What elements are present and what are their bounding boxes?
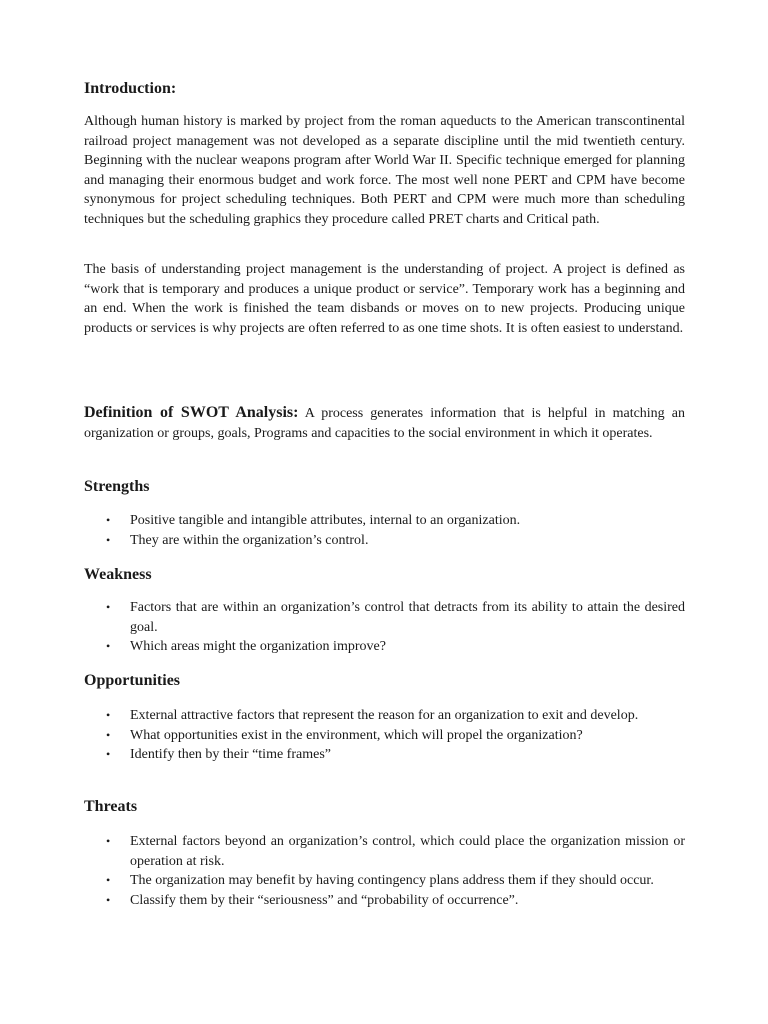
bullet-icon: •	[106, 600, 111, 614]
opportunities-list	[84, 706, 685, 765]
opportunities-heading: Opportunities	[84, 672, 181, 689]
list-item	[84, 637, 685, 657]
bullet-icon: •	[106, 873, 111, 887]
list-item-text: They are within the organization’s control.	[130, 532, 369, 548]
bullet-icon: •	[106, 834, 111, 848]
bullet-icon: •	[106, 532, 111, 547]
list-item-text: What opportunities exist in the environment, which will propel the organization?	[130, 727, 583, 743]
weakness-heading: Weakness	[84, 566, 152, 583]
list-item-text: External factors beyond an organization’s control, which could place the organization mission or operation at risk.	[130, 834, 685, 869]
threats-heading: Threats	[84, 798, 138, 815]
list-item-text: Classify them by their “seriousness” and “probability of occurrence”.	[130, 892, 519, 908]
bullet-icon: •	[106, 639, 111, 653]
list-item	[84, 726, 685, 746]
introduction-paragraph-2: The basis of understanding project management is the understanding of project. A project is defined as “work that is temporary and produces a unique product or service”. Temporary work has a beginning and an end. When the work is finished the team disbands or moves on to new projects. Producing unique products or services is why projects are often referred to as one time shots. It is often easiest to understand.	[84, 262, 685, 336]
bullet-icon: •	[106, 892, 111, 907]
list-item	[84, 706, 685, 726]
list-item-text: The organization may benefit by having contingency plans address them if they should occur.	[130, 873, 654, 888]
bullet-icon: •	[106, 727, 111, 742]
bullet-icon: •	[106, 747, 111, 761]
strengths-heading: Strengths	[84, 478, 150, 495]
list-item-text: Identify then by their “time frames”	[130, 747, 331, 762]
introduction-paragraph-1: Although human history is marked by project from the roman aqueducts to the American transcontinental railroad project management was not developed as a separate discipline until the mid twentieth century. Beginning with the nuclear weapons program after World War II. Specific technique emerged for planning and managing their enormous budget and work force. The most well none PERT and CPM have become synonymous for project scheduling techniques. Both PERT and CPM were much more than scheduling techniques but the scheduling graphics they procedure called PRET charts and Critical path.	[84, 114, 685, 227]
list-item	[84, 745, 685, 765]
list-item	[84, 531, 685, 551]
bullet-icon: •	[106, 513, 111, 527]
list-item	[84, 598, 685, 637]
list-item-text: Factors that are within an organization’s control that detracts from its ability to attain the desired goal.	[130, 600, 685, 635]
list-item-text: Which areas might the organization improve?	[130, 639, 386, 654]
list-item-text: Positive tangible and intangible attributes, internal to an organization.	[130, 513, 521, 528]
threats-list	[84, 832, 685, 910]
weakness-list	[84, 598, 685, 657]
list-item-text: External attractive factors that represent the reason for an organization to exit and develop.	[130, 708, 639, 723]
swot-definition	[84, 403, 685, 444]
list-item	[84, 871, 685, 891]
list-item	[84, 511, 685, 531]
introduction-heading: Introduction:	[84, 80, 177, 97]
list-item	[84, 891, 685, 911]
bullet-icon: •	[106, 708, 111, 722]
strengths-list	[84, 511, 685, 550]
swot-definition-heading: Definition of SWOT Analysis:	[84, 404, 299, 421]
list-item	[84, 832, 685, 871]
swot-definition-text: A process generates information that is helpful in matching an organization or groups, goals, Programs and capacities to the social environment in which it operates.	[84, 406, 685, 441]
